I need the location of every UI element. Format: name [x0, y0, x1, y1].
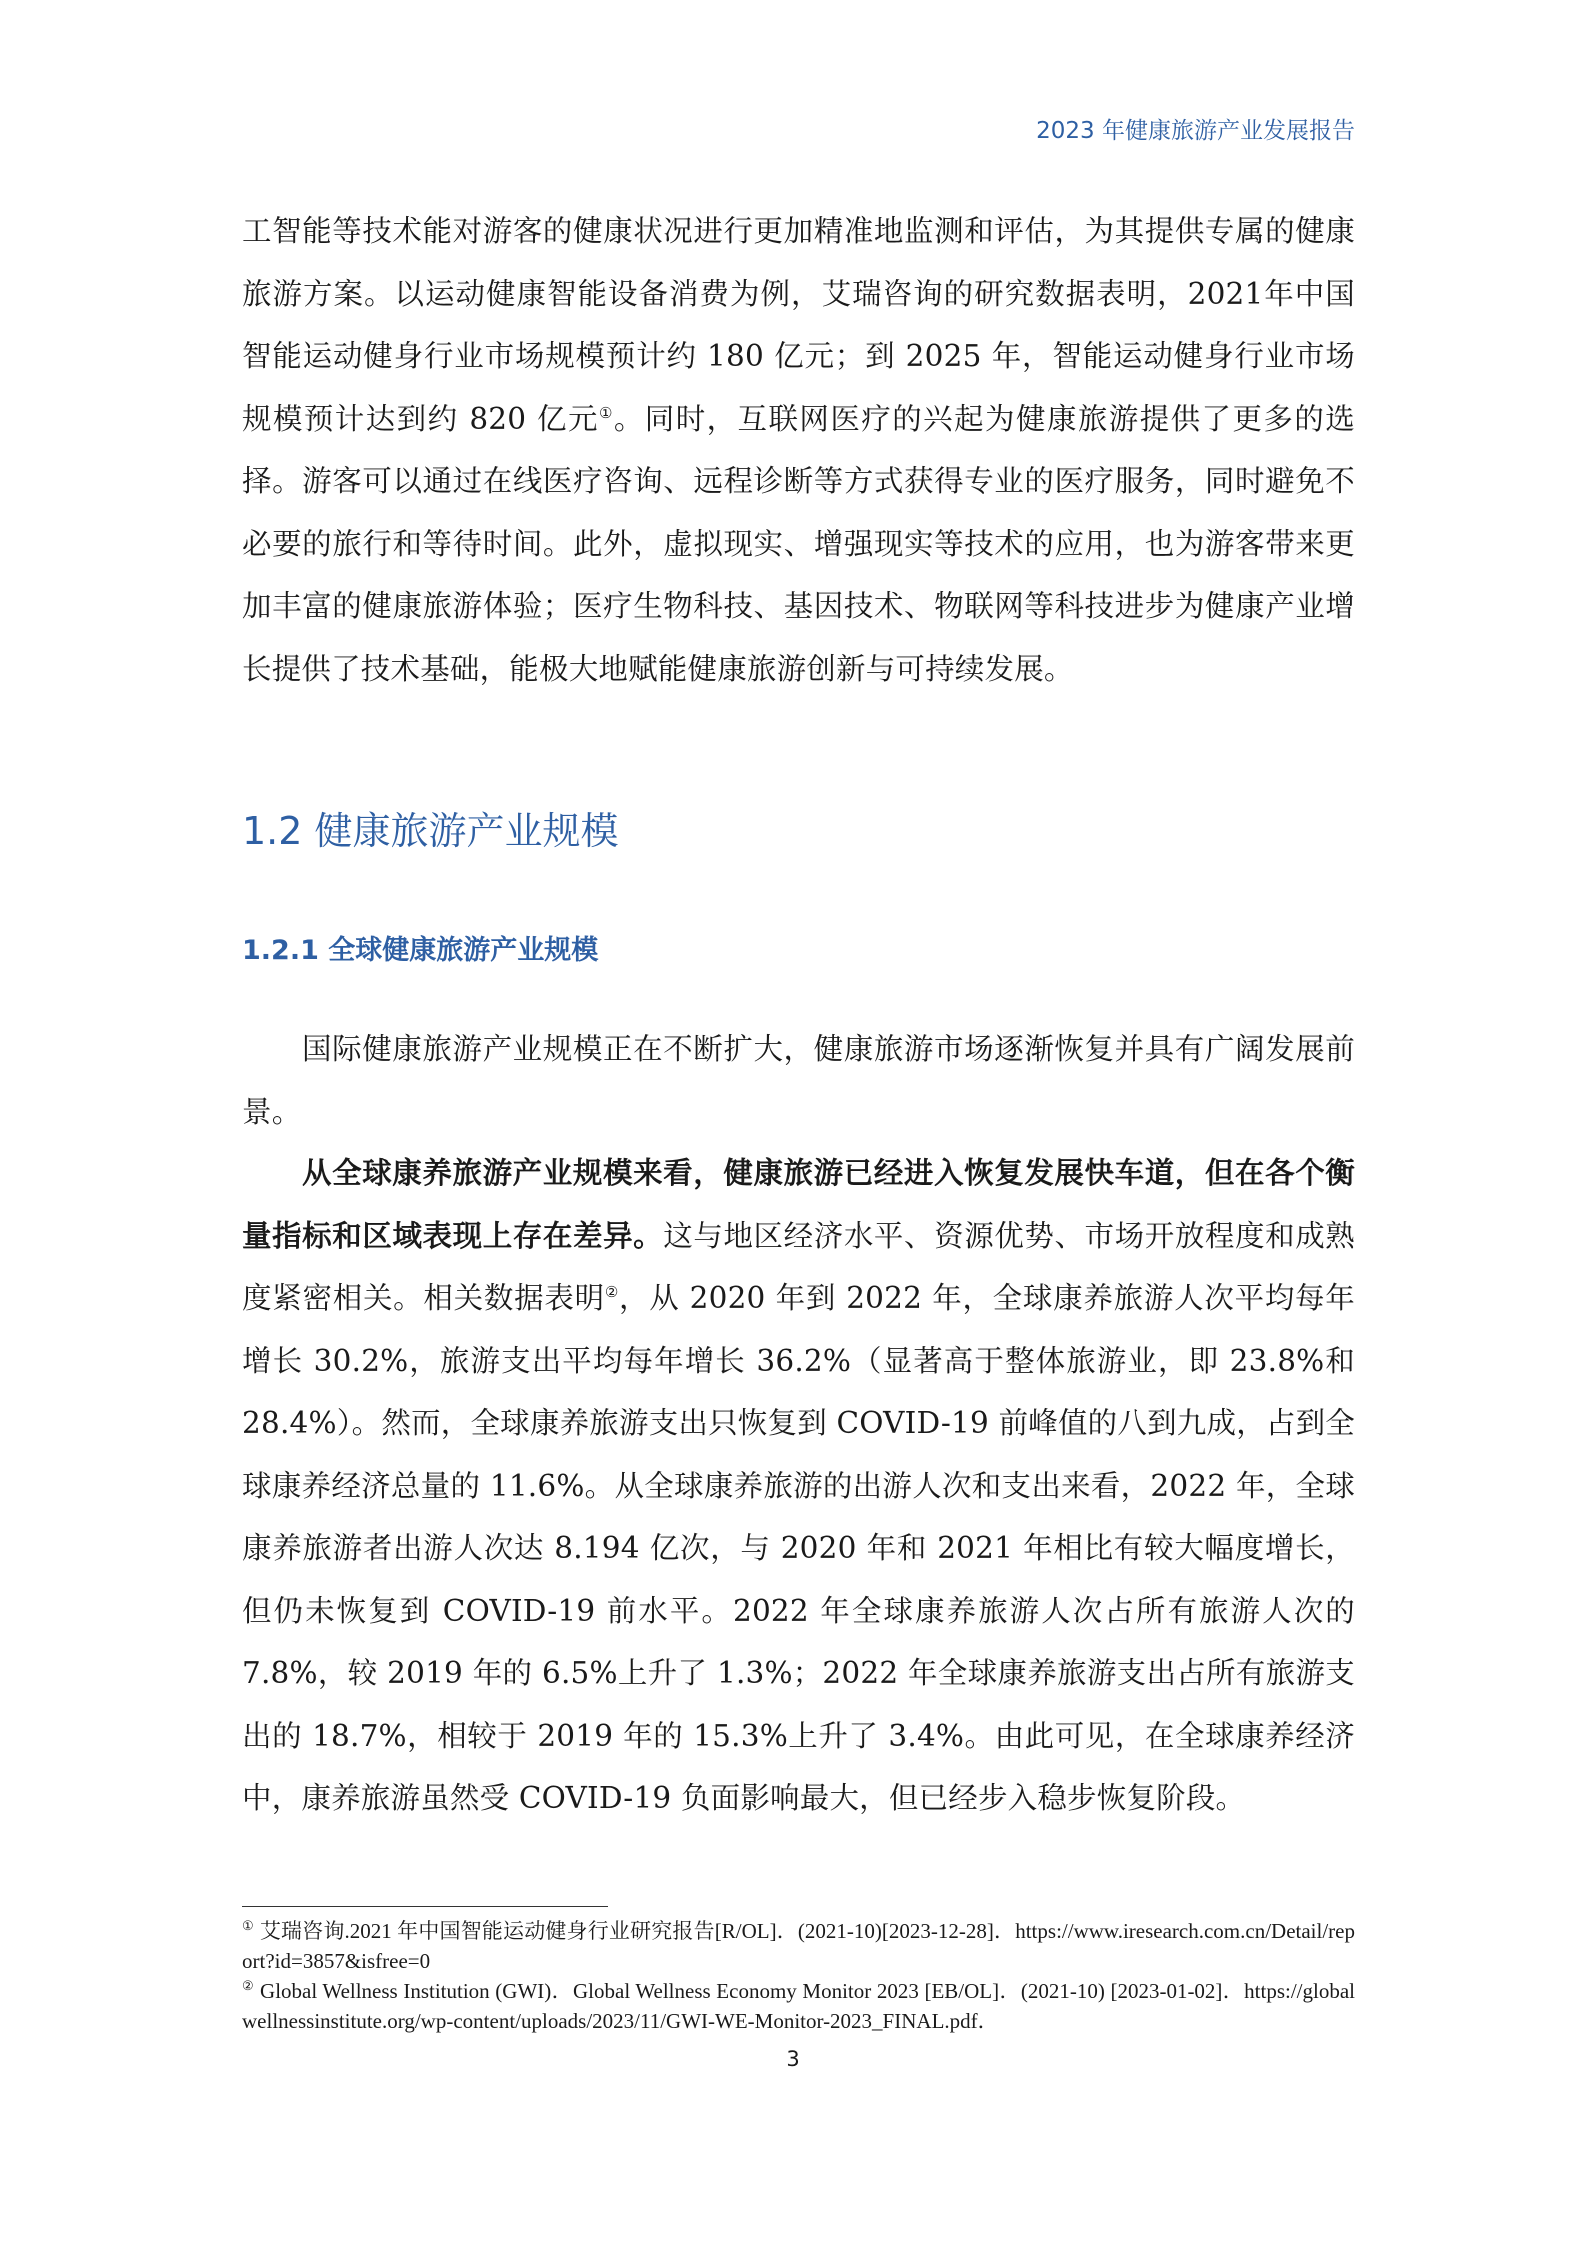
- body-paragraph-1-block: [242, 200, 1355, 700]
- footnote-ref-2[interactable]: ②: [604, 1283, 620, 1302]
- paragraph-1-text-a: 工智能等技术能对游客的健康状况进行更加精准地监测和评估，为其提供专属的健康旅游方案。以运动健康智能设备消费为例，艾瑞咨询的研究数据表明，2021年中国智能运动健身行业市场规模预计约 180 亿元；到 2025 年，智能运动健身行业市场规模预计达到约 820 亿元: [242, 214, 1355, 436]
- footnote-2-text: Global Wellness Institution (GWI)．Global Wellness Economy Monitor 2023 [EB/OL]．(2021-10) [2023-01-02]．https://globalwellnessinstitute.org/wp-content/uploads/2023/11/GWI-WE-Monitor-2023_FINAL.pdf．: [242, 1979, 1356, 2033]
- footnote-ref-1[interactable]: ①: [598, 403, 614, 422]
- footnote-1: [242, 1916, 1355, 1976]
- footnote-1-text: 艾瑞咨询.2021 年中国智能运动健身行业研究报告[R/OL]．(2021-10)[2023-12-28]．https://www.iresearch.com.cn/Detail/report?id=3857&isfree=0: [242, 1919, 1355, 1973]
- footnotes: [242, 1916, 1355, 2036]
- body-paragraph-2: 国际健康旅游产业规模正在不断扩大，健康旅游市场逐渐恢复并具有广阔发展前景。: [242, 1032, 1355, 1129]
- subsection-heading: 1.2.1 全球健康旅游产业规模: [242, 935, 599, 966]
- running-header: 2023 年健康旅游产业发展报告: [1036, 118, 1355, 144]
- paragraph-3-bold-lead: 从全球康养旅游产业规模来看，健康旅游已经进入恢复发展快车道，但在各个衡量指标和区域表现上存在差异。: [242, 1155, 1355, 1253]
- body-paragraph-1: [242, 200, 1355, 700]
- paragraph-3-text-b: ，从 2020 年到 2022 年，全球康养旅游人次平均每年增长 30.2%，旅游支出平均每年增长 36.2%（显著高于整体旅游业，即 23.8%和 28.4%）。然而，全球康养旅游支出只恢复到 COVID-19 前峰值的八到九成，占到全球康养经济总量的 11.6%。从全球康养旅游的出游人次和支出来看，2022 年，全球康养旅游者出游人次达 8.194 亿次，与 2020 年和 2021 年相比有较大幅度增长，但仍未恢复到 COVID-19 前水平。2022 年全球康养旅游人次占所有旅游人次的 7.8%，较 2019 年的 6.5%上升了 1.3%；2022 年全球康养旅游支出占所有旅游支出的 18.7%，相较于 2019 年的 15.3%上升了 3.4%。由此可见，在全球康养经济中，康养旅游虽然受 COVID-19 负面影响最大，但已经步入稳步恢复阶段。: [242, 1281, 1355, 1815]
- footnote-1-mark: ①: [242, 1918, 254, 1933]
- body-paragraph-2-block: [242, 1018, 1355, 1143]
- page-number: 3: [786, 2047, 800, 2071]
- footnote-separator: [242, 1906, 608, 1907]
- body-paragraph-3-block: [242, 1142, 1355, 1830]
- footnote-2: [242, 1976, 1355, 2036]
- footnote-2-mark: ②: [242, 1978, 255, 1993]
- section-heading: 1.2 健康旅游产业规模: [242, 809, 619, 853]
- body-paragraph-3: [242, 1142, 1355, 1830]
- paragraph-3-text-a: 这与地区经济水平、资源优势、市场开放程度和成熟度紧密相关。相关数据表明: [242, 1218, 1355, 1315]
- paragraph-1-text-b: 。同时，互联网医疗的兴起为健康旅游提供了更多的选择。游客可以通过在线医疗咨询、远程诊断等方式获得专业的医疗服务，同时避免不必要的旅行和等待时间。此外，虚拟现实、增强现实等技术的应用，也为游客带来更加丰富的健康旅游体验；医疗生物科技、基因技术、物联网等科技进步为健康产业增长提供了技术基础，能极大地赋能健康旅游创新与可持续发展。: [242, 401, 1355, 686]
